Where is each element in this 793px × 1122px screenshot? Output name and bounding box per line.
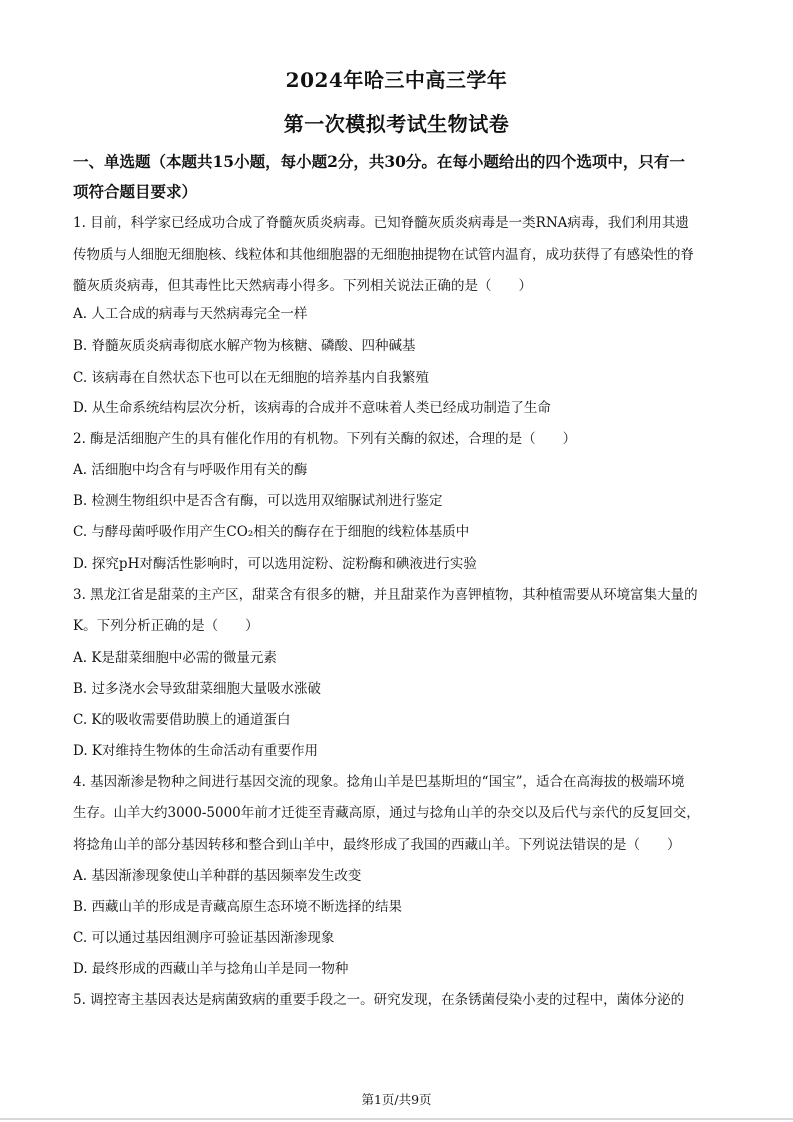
q1-stem-line1: 1. 目前，科学家已经成功合成了脊髓灰质炎病毒。已知脊髓灰质炎病毒是一类RNA病毒，我们利用其遗 <box>73 215 689 231</box>
q2-option-d: D. 探究pH对酶活性影响时，可以选用淀粉、淀粉酶和碘液进行实验 <box>73 556 477 572</box>
q3-option-c: C. K的吸收需要借助膜上的通道蛋白 <box>73 712 291 728</box>
q3-option-a: A. K是甜菜细胞中必需的微量元素 <box>73 650 277 666</box>
q1-option-d: D. 从生命系统结构层次分析，该病毒的合成并不意味着人类已经成功制造了生命 <box>73 400 551 416</box>
q1-option-c: C. 该病毒在自然状态下也可以在无细胞的培养基内自我繁殖 <box>73 370 429 386</box>
q2-option-b: B. 检测生物组织中是否含有酶，可以选用双缩脲试剂进行鉴定 <box>73 493 443 509</box>
q4-option-d: D. 最终形成的西藏山羊与捻角山羊是同一物种 <box>73 961 349 977</box>
q4-stem-line1: 4. 基因渐渗是物种之间进行基因交流的现象。捻角山羊是巴基斯坦的“国宝”，适合在高海拔的极端环境 <box>73 774 685 790</box>
q5-stem-line1: 5. 调控寄主基因表达是病菌致病的重要手段之一。研究发现，在条锈菌侵染小麦的过程中，菌体分泌的 <box>73 992 685 1008</box>
q1-stem-line3: 髓灰质炎病毒，但其毒性比天然病毒小得多。下列相关说法正确的是（ ） <box>73 278 532 294</box>
q3-stem-line1: 3. 黑龙江省是甜菜的主产区，甜菜含有很多的糖，并且甜菜作为喜钾植物，其种植需要从环境富集大量的 <box>73 587 698 603</box>
q4-option-c: C. 可以通过基因组测序可验证基因渐渗现象 <box>73 930 335 946</box>
exam-title-line2: 第一次模拟考试生物试卷 <box>283 112 510 136</box>
q3-stem-line2: K。下列分析正确的是（ ） <box>73 618 259 634</box>
section-heading-line1: 一、单选题（本题共15小题，每小题2分，共30分。在每小题给出的四个选项中，只有一 <box>73 152 685 171</box>
q1-option-b: B. 脊髓灰质炎病毒彻底水解产物为核糖、磷酸、四种碱基 <box>73 338 416 354</box>
q3-option-b: B. 过多浇水会导致甜菜细胞大量吸水涨破 <box>73 681 322 697</box>
q2-option-c: C. 与酵母菌呼吸作用产生CO₂相关的酶存在于细胞的线粒体基质中 <box>73 524 470 540</box>
exam-title-line1: 2024年哈三中高三学年 <box>285 68 508 92</box>
q4-stem-line2: 生存。山羊大约3000-5000年前才迁徙至青藏高原，通过与捻角山羊的杂交以及后代与亲代的反复回交， <box>73 805 700 821</box>
q4-option-a: A. 基因渐渗现象使山羊种群的基因频率发生改变 <box>73 868 362 884</box>
bottom-divider <box>0 1118 793 1120</box>
q4-stem-line3: 将捻角山羊的部分基因转移和整合到山羊中，最终形成了我国的西藏山羊。下列说法错误的是（ ） <box>73 837 681 853</box>
q4-option-b: B. 西藏山羊的形成是青藏高原生态环境不断选择的结果 <box>73 899 403 915</box>
q2-option-a: A. 活细胞中均含有与呼吸作用有关的酶 <box>73 462 308 478</box>
q3-option-d: D. K对维持生物体的生命活动有重要作用 <box>73 743 319 759</box>
section-heading-line2: 项符合题目要求） <box>73 182 198 201</box>
page-number: 第1页/共9页 <box>361 1092 432 1107</box>
q1-option-a: A. 人工合成的病毒与天然病毒完全一样 <box>73 306 308 322</box>
q2-stem-line1: 2. 酶是活细胞产生的具有催化作用的有机物。下列有关酶的叙述，合理的是（ ） <box>73 431 577 447</box>
q1-stem-line2: 传物质与人细胞无细胞核、线粒体和其他细胞器的无细胞抽提物在试管内温育，成功获得了有感染性的脊 <box>73 247 694 263</box>
